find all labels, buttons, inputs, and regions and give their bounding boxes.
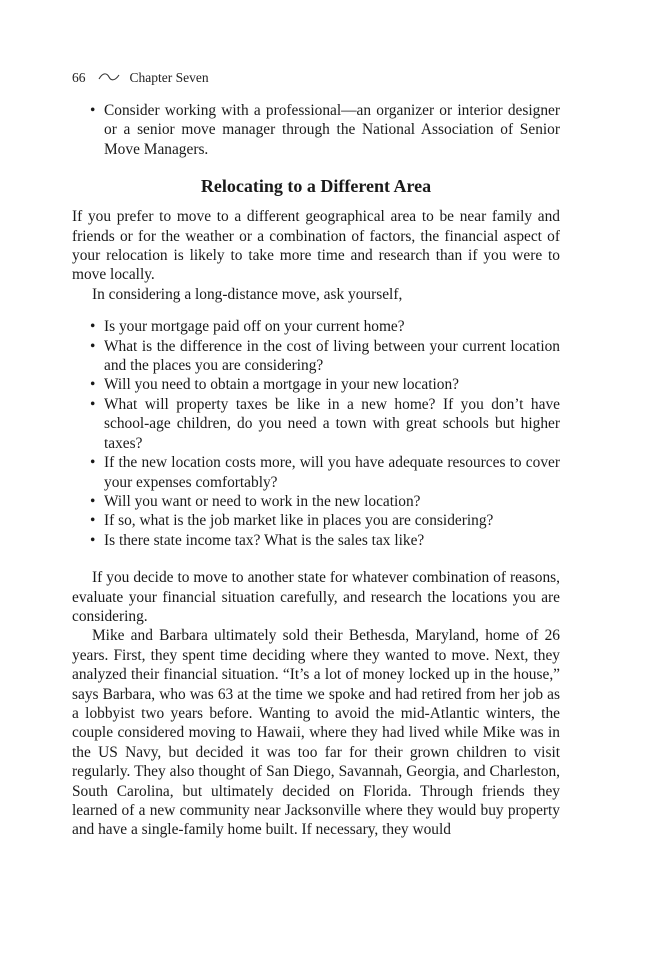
list-item: • Will you want or need to work in the new location? <box>90 492 560 511</box>
question-list <box>90 317 560 550</box>
list-item: • If so, what is the job market like in places you are considering? <box>90 511 560 530</box>
top-bullet-list <box>90 101 560 159</box>
body-text <box>72 101 560 840</box>
list-item: • Is there state income tax? What is the sales tax like? <box>90 531 560 550</box>
swash-ornament-icon <box>98 70 120 86</box>
running-head <box>72 70 209 86</box>
chapter-title: Chapter Seven <box>129 70 209 85</box>
list-item: • If the new location costs more, will you have adequate resources to cover your expenses comfortably? <box>90 453 560 492</box>
paragraph: If you prefer to move to a different geographical area to be near family and friends or for the weather or a combination of factors, the financial aspect of your relocation is likely to take more time and research than if you were to move locally. <box>72 208 560 284</box>
page-number: 66 <box>72 70 86 85</box>
list-item: • What is the difference in the cost of living between your current location and the places you are considering? <box>90 337 560 376</box>
list-item: • Consider working with a professional—an organizer or interior designer or a senior move manager through the National Association of Senior Move Managers. <box>90 101 560 159</box>
paragraph: If you decide to move to another state for whatever combination of reasons, evaluate your financial situation carefully, and research the locations you are considering. <box>72 569 560 625</box>
paragraph: Mike and Barbara ultimately sold their Bethesda, Maryland, home of 26 years. First, they spent time deciding where they wanted to move. Next, they analyzed their financial situation. “It’s a lot of money locked up in the house,” says Barbara, who was 63 at the time we spoke and had retired from her job as a lobbyist two years before. Wanting to avoid the mid-Atlantic winters, the couple considered moving to Hawaii, where they had lived while Mike was in the US Navy, but decided it was too far for their grown children to visit regularly. They also thought of San Diego, Savannah, Georgia, and Charleston, South Carolina, but ultimately decided on Florida. Through friends they learned of a new community near Jacksonville where they would buy property and have a single-family home built. If necessary, they would <box>72 627 560 839</box>
paragraph: In considering a long-distance move, ask yourself, <box>92 285 403 303</box>
list-item: • Will you need to obtain a mortgage in your new location? <box>90 375 560 394</box>
list-item: • What will property taxes be like in a new home? If you don’t have school-age children, do you need a town with great schools but higher taxes? <box>90 395 560 453</box>
section-heading: Relocating to a Different Area <box>200 176 432 197</box>
list-item: • Is your mortgage paid off on your current home? <box>90 317 560 336</box>
